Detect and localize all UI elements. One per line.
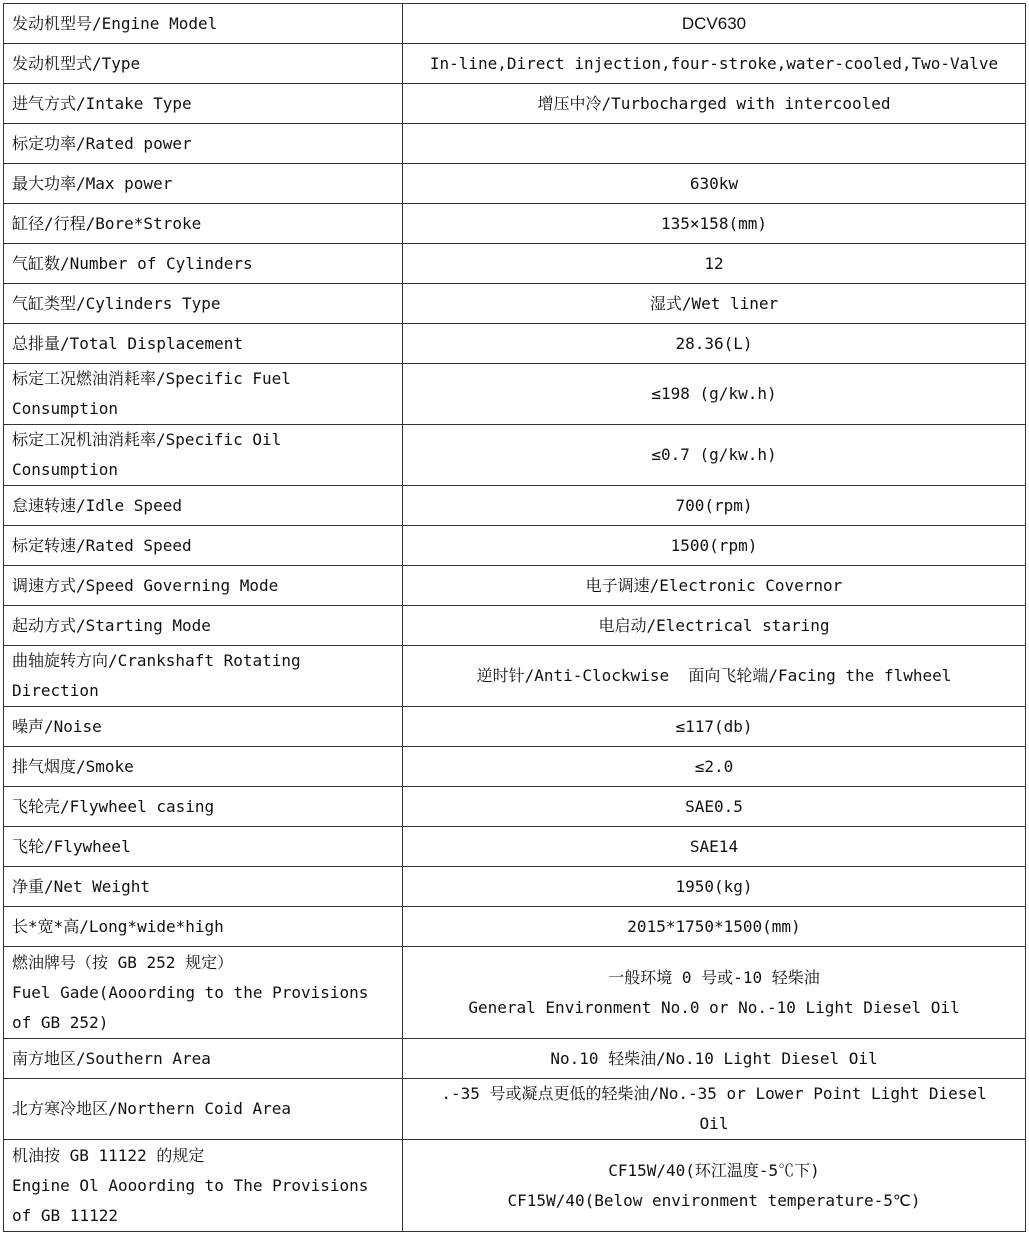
- spec-value-cell: [403, 204, 1026, 244]
- spec-label: 发动机型号/Engine Model: [12, 13, 218, 33]
- spec-label: 南方地区/Southern Area: [12, 1048, 211, 1068]
- spec-value-cell: [403, 907, 1026, 947]
- spec-row: [4, 324, 1026, 364]
- spec-label-cell: [4, 244, 403, 284]
- spec-row: [4, 1039, 1026, 1079]
- spec-row: [4, 486, 1026, 526]
- spec-value-cell: [403, 4, 1026, 44]
- spec-row: [4, 827, 1026, 867]
- spec-row: [4, 425, 1026, 486]
- spec-label-cell: [4, 907, 403, 947]
- spec-label: 起动方式/Starting Mode: [12, 615, 211, 635]
- spec-value-cell: [403, 164, 1026, 204]
- spec-label: Consumption: [12, 460, 118, 479]
- spec-label: 飞轮/Flywheel: [12, 836, 131, 856]
- spec-value: DCV630: [681, 13, 747, 33]
- spec-value: 2015*1750*1500(mm): [627, 916, 801, 936]
- spec-label: 噪声/Noise: [12, 716, 102, 736]
- spec-value-cell: [403, 244, 1026, 284]
- spec-row: [4, 867, 1026, 907]
- spec-row: [4, 947, 1026, 1039]
- spec-label-cell: [4, 164, 403, 204]
- spec-label: 曲轴旋转方向/Crankshaft Rotating: [12, 651, 301, 670]
- spec-value: 12: [704, 253, 724, 273]
- spec-row: [4, 707, 1026, 747]
- spec-label-cell: [4, 44, 403, 84]
- spec-label-cell: [4, 707, 403, 747]
- spec-label-cell: [4, 827, 403, 867]
- spec-value: ≤0.7 (g/kw.h): [651, 445, 777, 464]
- spec-value-cell: [403, 747, 1026, 787]
- spec-label-cell: [4, 646, 403, 707]
- spec-value: .-35 号或凝点更低的轻柴油/No.-35 or Lower Point Light Diesel: [441, 1084, 987, 1103]
- spec-label: 发动机型式/Type: [12, 53, 141, 73]
- spec-label-cell: [4, 1140, 403, 1232]
- spec-label: 排气烟度/Smoke: [12, 756, 134, 776]
- spec-label-cell: [4, 606, 403, 646]
- spec-row: [4, 606, 1026, 646]
- spec-label-cell: [4, 526, 403, 566]
- spec-label: 缸径/行程/Bore*Stroke: [12, 213, 202, 233]
- spec-row: [4, 1079, 1026, 1140]
- spec-value-cell: [403, 606, 1026, 646]
- spec-row: [4, 284, 1026, 324]
- spec-label-cell: [4, 486, 403, 526]
- spec-label-cell: [4, 947, 403, 1039]
- spec-label: 标定工况机油消耗率/Specific Oil: [12, 430, 282, 449]
- spec-value-cell: [403, 1079, 1026, 1140]
- spec-label: 燃油牌号（按 GB 252 规定）: [12, 952, 234, 972]
- spec-label-cell: [4, 204, 403, 244]
- spec-row: [4, 244, 1026, 284]
- spec-value-cell: [403, 124, 1026, 164]
- spec-value-cell: [403, 566, 1026, 606]
- spec-value: 630kw: [689, 173, 739, 193]
- spec-label: Consumption: [12, 399, 118, 418]
- spec-value-cell: [403, 867, 1026, 907]
- spec-value-cell: [403, 707, 1026, 747]
- spec-value-cell: [403, 425, 1026, 486]
- spec-label-cell: [4, 124, 403, 164]
- spec-label-cell: [4, 566, 403, 606]
- spec-value-cell: [403, 787, 1026, 827]
- spec-label-cell: [4, 284, 403, 324]
- spec-label: 飞轮壳/Flywheel casing: [12, 796, 215, 816]
- spec-label: 调速方式/Speed Governing Mode: [12, 575, 279, 595]
- spec-value-cell: [403, 947, 1026, 1039]
- spec-value: 电子调速/Electronic Covernor: [585, 575, 843, 595]
- spec-row: [4, 747, 1026, 787]
- spec-value: 28.36(L): [675, 333, 753, 353]
- spec-row: [4, 84, 1026, 124]
- engine-spec-table: [3, 3, 1026, 1232]
- spec-value-cell: [403, 827, 1026, 867]
- spec-value: Oil: [699, 1114, 729, 1133]
- spec-value: 湿式/Wet liner: [649, 293, 779, 313]
- spec-row: [4, 124, 1026, 164]
- spec-label-cell: [4, 867, 403, 907]
- spec-label: Direction: [12, 681, 99, 700]
- spec-value-cell: [403, 324, 1026, 364]
- spec-value-cell: [403, 526, 1026, 566]
- spec-row: [4, 646, 1026, 707]
- spec-label: 最大功率/Max power: [12, 173, 173, 193]
- spec-value: 增压中冷/Turbocharged with intercooled: [537, 93, 891, 113]
- spec-value-cell: [403, 1140, 1026, 1232]
- spec-label: Engine Ol Aooording to The Provisions: [12, 1175, 369, 1195]
- spec-row: [4, 44, 1026, 84]
- spec-value: 电启动/Electrical staring: [598, 615, 830, 635]
- spec-label-cell: [4, 1079, 403, 1140]
- spec-label-cell: [4, 364, 403, 425]
- spec-label-cell: [4, 324, 403, 364]
- spec-value-cell: [403, 1039, 1026, 1079]
- spec-value-cell: [403, 486, 1026, 526]
- spec-value: ≤117(db): [675, 716, 753, 736]
- spec-row: [4, 4, 1026, 44]
- spec-value-cell: [403, 646, 1026, 707]
- spec-value: In-line,Direct injection,four-stroke,water-cooled,Two-Valve: [429, 53, 999, 73]
- spec-label: 气缸数/Number of Cylinders: [12, 253, 253, 273]
- spec-label-cell: [4, 787, 403, 827]
- spec-value: 一般环境 0 号或-10 轻柴油: [608, 967, 820, 987]
- spec-value-cell: [403, 284, 1026, 324]
- spec-label-cell: [4, 1039, 403, 1079]
- spec-value: SAE0.5: [685, 796, 743, 816]
- spec-value: SAE14: [689, 836, 739, 856]
- spec-value: General Environment No.0 or No.-10 Light Diesel Oil: [468, 997, 960, 1017]
- spec-label-cell: [4, 84, 403, 124]
- spec-value: 1500(rpm): [670, 535, 758, 555]
- spec-label: 北方寒冷地区/Northern Coid Area: [12, 1099, 292, 1118]
- spec-label: 怠速转速/Idle Speed: [12, 495, 182, 515]
- spec-value: 逆时针/Anti-Clockwise 面向飞轮端/Facing the flwheel: [476, 666, 952, 685]
- spec-label: of GB 11122: [12, 1205, 118, 1225]
- spec-label: 总排量/Total Displacement: [12, 333, 244, 353]
- spec-label: 气缸类型/Cylinders Type: [12, 293, 221, 313]
- spec-row: [4, 566, 1026, 606]
- spec-label: 净重/Net Weight: [12, 876, 150, 896]
- spec-label: of GB 252): [12, 1012, 109, 1032]
- spec-row: [4, 164, 1026, 204]
- spec-row: [4, 907, 1026, 947]
- spec-row: [4, 1140, 1026, 1232]
- spec-value-cell: [403, 44, 1026, 84]
- spec-table-body: [4, 4, 1026, 1232]
- spec-value-cell: [403, 364, 1026, 425]
- spec-value: CF15W/40(环江温度-5℃下): [608, 1160, 820, 1180]
- spec-value: 1950(kg): [675, 876, 753, 896]
- spec-label: 机油按 GB 11122 的规定: [12, 1145, 205, 1165]
- spec-value: No.10 轻柴油/No.10 Light Diesel Oil: [550, 1048, 878, 1068]
- spec-row: [4, 787, 1026, 827]
- spec-label: Fuel Gade(Aooording to the Provisions: [12, 982, 369, 1002]
- spec-row: [4, 526, 1026, 566]
- spec-label: 标定转速/Rated Speed: [12, 535, 192, 555]
- spec-value: 700(rpm): [675, 495, 753, 515]
- spec-label: 标定工况燃油消耗率/Specific Fuel: [12, 369, 291, 388]
- spec-value: ≤2.0: [694, 756, 734, 776]
- spec-value: 135×158(mm): [661, 213, 767, 233]
- spec-label: 标定功率/Rated power: [12, 133, 192, 153]
- spec-label-cell: [4, 747, 403, 787]
- spec-label: 长*宽*高/Long*wide*high: [12, 916, 224, 936]
- spec-row: [4, 204, 1026, 244]
- spec-row: [4, 364, 1026, 425]
- spec-label: 进气方式/Intake Type: [12, 93, 192, 113]
- spec-label-cell: [4, 4, 403, 44]
- spec-label-cell: [4, 425, 403, 486]
- spec-value: ≤198 (g/kw.h): [651, 384, 777, 403]
- spec-value-cell: [403, 84, 1026, 124]
- spec-value: CF15W/40(Below environment temperature-5℃): [507, 1190, 921, 1210]
